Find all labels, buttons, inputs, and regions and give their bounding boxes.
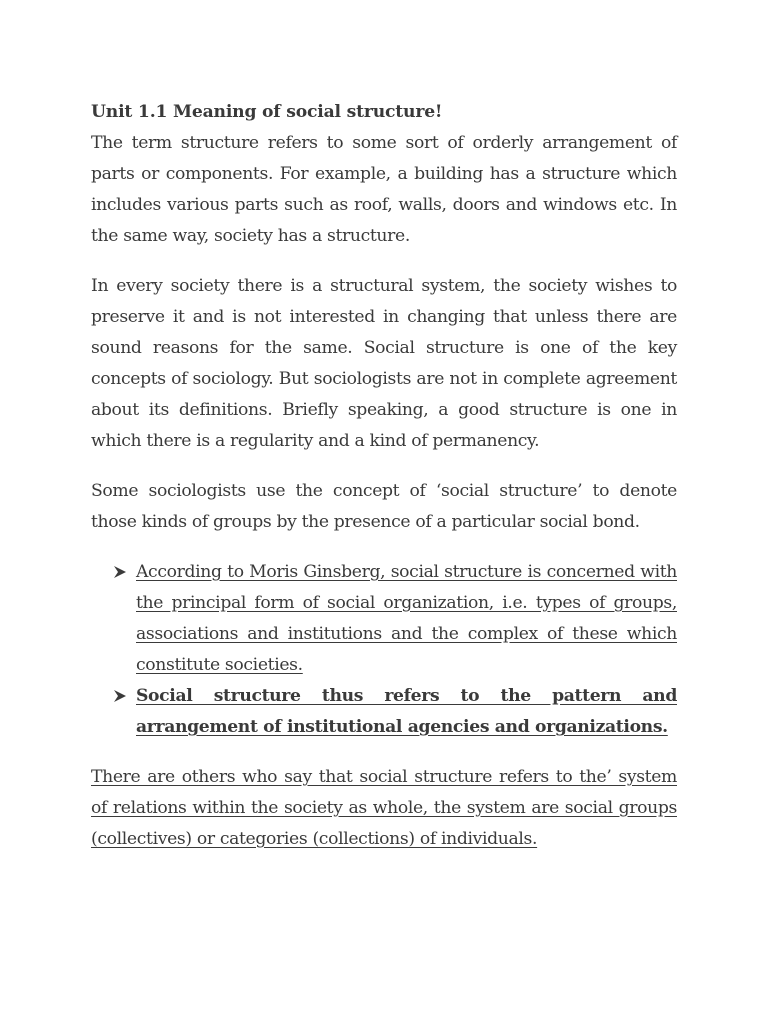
paragraph-structure-definition: The term structure refers to some sort of orderly arrangement of parts or components. For example, a building has a structure which includes various parts such as roof, walls, doors and windows etc. In the same way, society has a structure. — [91, 133, 677, 246]
bullet-text-ginsberg: According to Moris Ginsberg, social structure is concerned with the principal form of social organization, i.e. types of groups, associations and institutions and the complex of these which constitute societies. — [136, 562, 677, 675]
closing-text: There are others who say that social structure refers to the’ system of relations within the society as whole, the system are social groups (collectives) or categories (collections) of individuals. — [91, 767, 677, 849]
paragraph-structural-system: In every society there is a structural system, the society wishes to preserve it and is not interested in changing that unless there are sound reasons for the same. Social structure is one of the key concepts of sociology. But sociologists are not in complete agreement about its definitions. Briefly speaking, a good structure is one in which there is a regularity and a kind of permanency. — [91, 276, 677, 451]
arrowhead-bullet-icon — [113, 565, 127, 579]
paragraph-social-bond: Some sociologists use the concept of ‘social structure’ to denote those kinds of groups by the presence of a particular social bond. — [91, 481, 677, 532]
arrowhead-bullet-icon — [113, 689, 127, 703]
bullet-item-ginsberg — [91, 557, 677, 681]
bullet-text-pattern: Social structure thus refers to the pattern and arrangement of institutional agencies and organizations. — [136, 686, 677, 737]
bullet-item-pattern — [91, 681, 677, 743]
section-heading: Unit 1.1 Meaning of social structure! — [91, 102, 443, 122]
document-page — [91, 97, 677, 855]
bullet-list — [91, 557, 677, 743]
paragraph-closing — [91, 762, 677, 855]
